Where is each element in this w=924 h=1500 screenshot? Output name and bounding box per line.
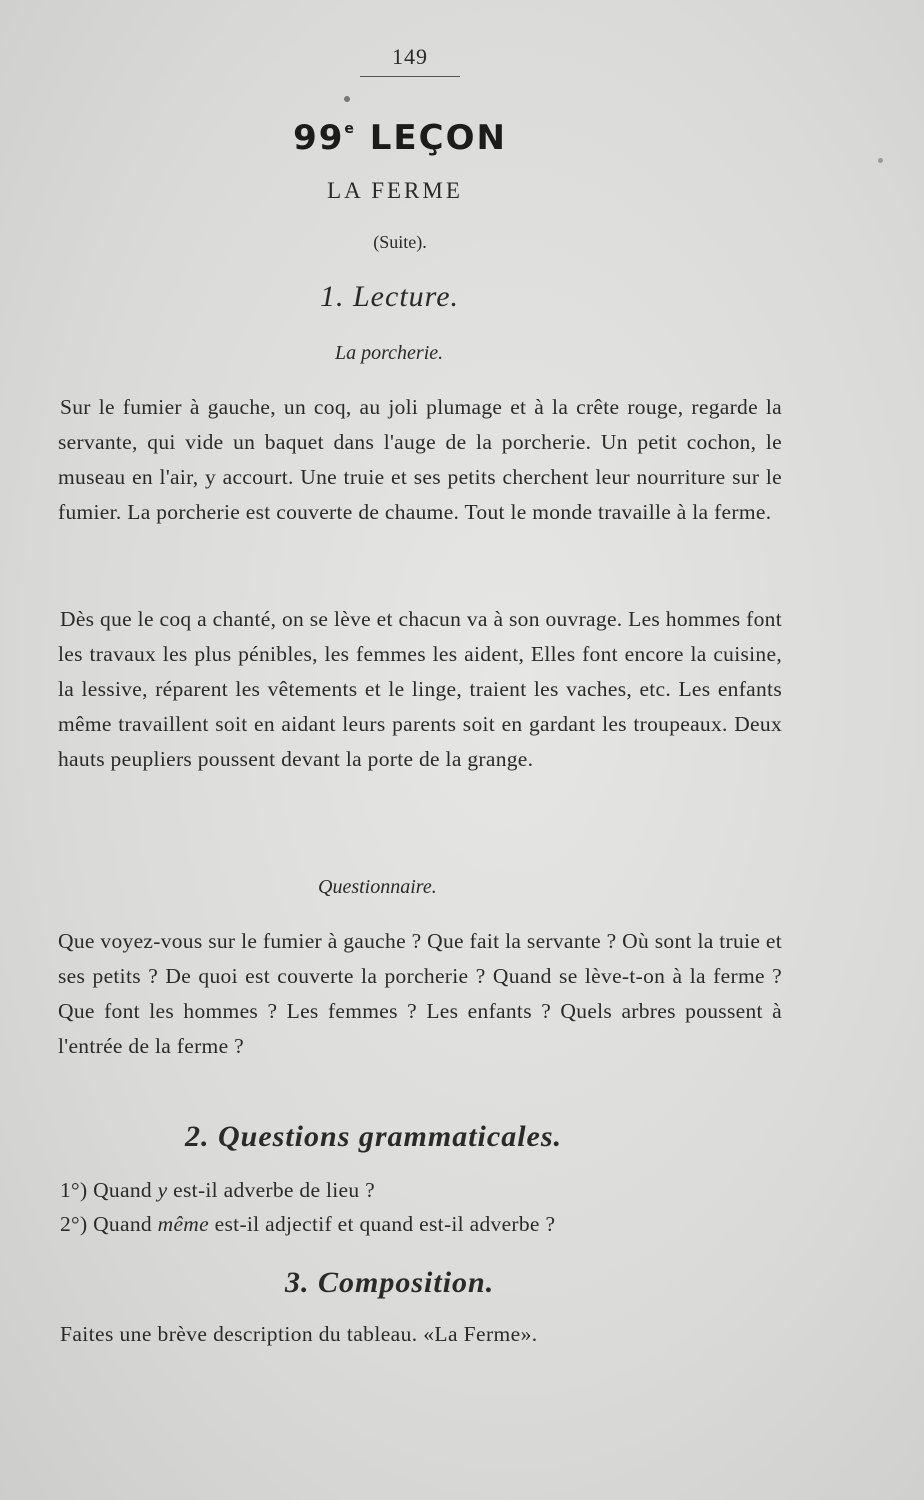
- ink-speck: [344, 96, 350, 102]
- section-heading-lecture: 1. Lecture.: [320, 280, 460, 313]
- reading-paragraph-2: Dès que le coq a chanté, on se lève et chacun va à son ouvrage. Les hommes font les travaux les plus pénibles, les femmes les aident, Elles font encore la cuisine, la lessive, réparent les vêtements et le linge, traient les vaches, etc. Les enfants même travaillent soit en aidant leurs parents soit en gardant les troupeaux. Deux hauts peupliers poussent devant la porte de la grange.: [58, 607, 782, 771]
- subject-title: LA FERME: [327, 178, 463, 203]
- reading-title: La porcherie.: [335, 342, 444, 364]
- lesson-number-suffix: e: [344, 121, 356, 137]
- questionnaire-heading: Questionnaire.: [318, 876, 437, 898]
- grammar-question-1: [60, 1178, 780, 1203]
- question-pre: Quand: [93, 1212, 152, 1236]
- reading-paragraph-1: Sur le fumier à gauche, un coq, au joli plumage et à la crête rouge, regarde la servante, qui vide un baquet dans l'auge de la porcherie. Un petit cochon, le museau en l'air, y accourt. Une truie et ses petits cherchent leur nourriture sur le fumier. La porcherie est couverte de chaume. Tout le monde travaille à la ferme.: [58, 395, 782, 524]
- question-keyword: même: [157, 1212, 209, 1236]
- page-number: 149: [392, 44, 428, 69]
- composition-instruction: Faites une brève description du tableau. «La Ferme».: [60, 1322, 538, 1346]
- lesson-word: LEÇON: [369, 118, 507, 158]
- lesson-title: [250, 118, 550, 158]
- section-heading-grammar: 2. Questions grammaticales.: [185, 1120, 563, 1153]
- lesson-number: 99: [293, 118, 345, 158]
- question-number: 1°): [60, 1178, 88, 1202]
- grammar-question-2: [60, 1212, 780, 1237]
- question-post: est-il adjectif et quand est-il adverbe ?: [214, 1212, 556, 1236]
- question-pre: Quand: [93, 1178, 152, 1202]
- question-number: 2°): [60, 1212, 88, 1236]
- suite-label: (Suite).: [373, 232, 427, 252]
- questionnaire-text: Que voyez-vous sur le fumier à gauche ? Que fait la servante ? Où sont la truie et ses petits ? De quoi est couverte la porcherie ? Quand se lève-t-on à la ferme ? Que font les hommes ? Les femmes ? Les enfants ? Quels arbres poussent à l'entrée de la ferme ?: [58, 929, 782, 1058]
- question-post: est-il adverbe de lieu ?: [173, 1178, 375, 1202]
- question-keyword: y: [157, 1178, 168, 1202]
- ink-speck: [878, 158, 883, 163]
- section-heading-composition: 3. Composition.: [285, 1266, 495, 1299]
- page-number-rule: [360, 76, 460, 77]
